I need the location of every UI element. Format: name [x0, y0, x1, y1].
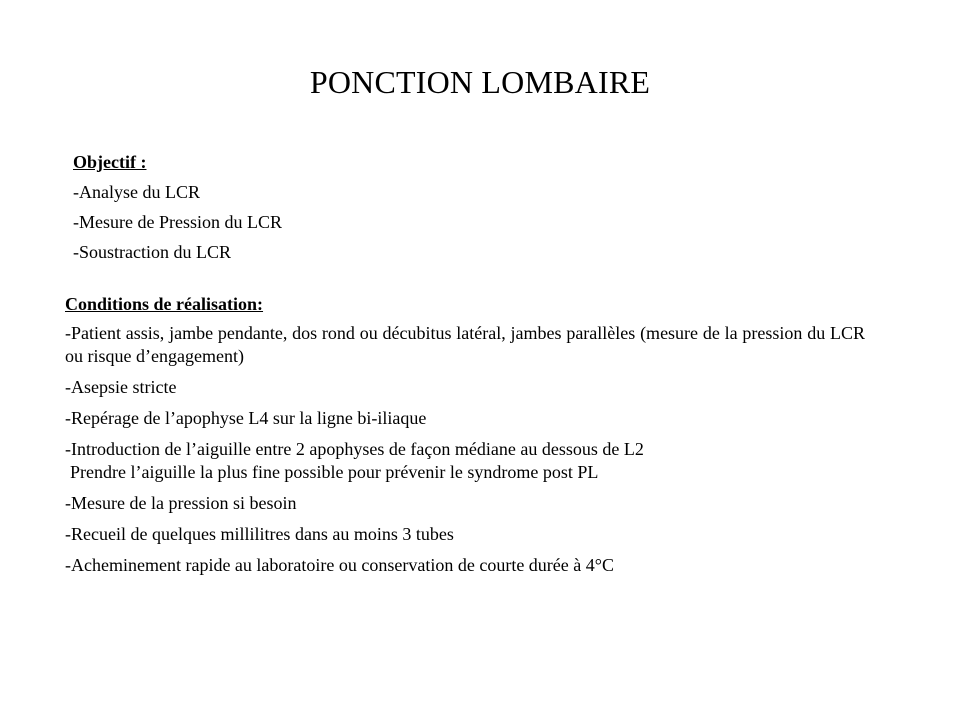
slide-title: PONCTION LOMBAIRE — [309, 64, 651, 100]
conditions-item-introduction-subline: Prendre l’aiguille la plus fine possible pour prévenir le syndrome post PL — [70, 462, 599, 482]
conditions-item-mesure: -Mesure de la pression si besoin — [65, 493, 297, 513]
conditions-item-recueil: -Recueil de quelques millilitres dans au moins 3 tubes — [65, 524, 454, 544]
conditions-section — [65, 292, 865, 585]
conditions-item-asepsie: -Asepsie stricte — [65, 377, 177, 397]
conditions-item-introduction — [65, 438, 865, 484]
conditions-item-acheminement: -Acheminement rapide au laboratoire ou conservation de courte durée à 4°C — [65, 555, 614, 575]
conditions-item-introduction-text: -Introduction de l’aiguille entre 2 apophyses de façon médiane au dessous de L2 — [65, 439, 644, 459]
conditions-heading: Conditions de réalisation: — [65, 294, 264, 314]
objectif-item-analyse: -Analyse du LCR — [73, 182, 200, 202]
objectif-item-soustraction: -Soustraction du LCR — [73, 242, 231, 262]
objectif-section — [73, 150, 473, 270]
conditions-item-reperage: -Repérage de l’apophyse L4 sur la ligne bi-iliaque — [65, 408, 427, 428]
objectif-heading: Objectif : — [73, 152, 147, 172]
objectif-item-mesure: -Mesure de Pression du LCR — [73, 212, 282, 232]
conditions-item-position: -Patient assis, jambe pendante, dos rond ou décubitus latéral, jambes parallèles (mesure de la pression du LCR ou risque d’engagement) — [65, 323, 865, 366]
